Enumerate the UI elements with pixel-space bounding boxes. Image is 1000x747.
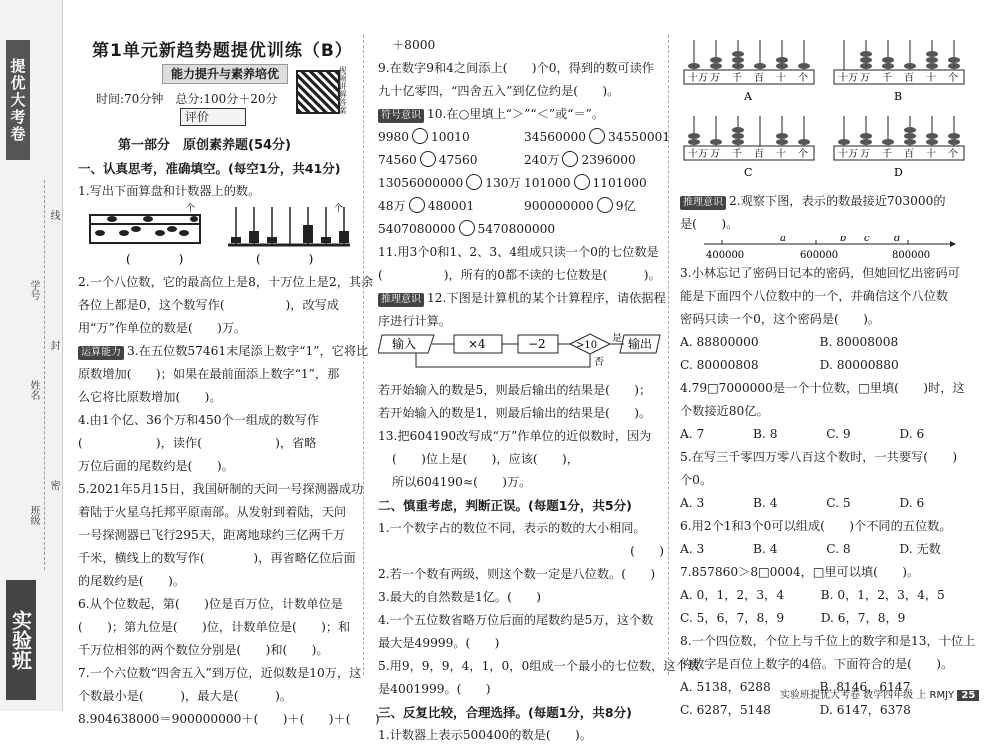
question-2: 2.一个八位数，它的最高位上是8，十万位上是2，其余 (78, 275, 374, 289)
rating-label: 评价 (185, 110, 210, 124)
abacus-option-label: D (894, 166, 903, 179)
question-5-line: 千米，横线上的数写作( )，再省略亿位后面 (78, 551, 356, 565)
side-label-line: 线 (48, 210, 59, 220)
abacus-place: 万 (860, 73, 870, 84)
choice-2-line: 是( )。 (680, 217, 739, 231)
question-5-line: 的尾数约是( )。 (78, 574, 186, 588)
question-1: 1.写出下面算盘和计数器上的数。 (78, 184, 261, 198)
abacus-place: 十 (926, 149, 936, 160)
question-4-line: 万位后面的尾数约是( )。 (78, 459, 234, 473)
q8-continuation: ＋8000 (392, 38, 436, 52)
compare-left: 900000000 (524, 199, 594, 213)
compare-right: 2396000 (581, 153, 636, 167)
question-2-line: 用“万”作单位的数是( )万。 (78, 321, 247, 335)
abacus-place: 百 (754, 149, 764, 160)
compare-circle[interactable] (562, 151, 578, 167)
flow-input: 输入 (392, 337, 417, 351)
page-number: 25 (957, 690, 979, 701)
question-9: 9.在数字9和4之间添上( )个0，得到的数可读作 (378, 61, 654, 75)
question-3-text: 3.在五位数57461末尾添上数字“1”，它将比 (127, 344, 369, 358)
compare-right: 480001 (427, 199, 475, 213)
flowchart-space (378, 333, 664, 379)
question-12-line: 序进行计算。 (378, 314, 452, 328)
question-5-line: 着陆于火星乌托邦平原南部。从发射到着陆，天问 (78, 505, 347, 519)
abacus-place: 千 (732, 149, 742, 160)
question-10-text: 10.在○里填上“＞”“＜”或“＝”。 (427, 107, 605, 121)
nl-tick-1: 400000 (706, 250, 745, 261)
choice-line: A. 7 B. 8 C. 9 D. 6 (680, 427, 925, 441)
abacus-place: 万 (710, 149, 720, 160)
compare-circle[interactable] (409, 197, 425, 213)
question-12-b: 若开始输入的数是1，则最后输出的结果是( )。 (378, 406, 652, 420)
choice-line: A. 3 B. 4 C. 8 D. 无数 (680, 542, 941, 556)
compare-right: 34550001 (608, 130, 671, 144)
compare-right: 5470800000 (477, 222, 556, 236)
section-judge: 二、慎重考虑，判断正误。(每题1分，共5分) (378, 498, 632, 513)
seal-line (44, 180, 45, 570)
abacus-choices (680, 38, 970, 190)
abacus-place: 千 (882, 149, 892, 160)
brand-bottom: 实验班 (6, 580, 36, 700)
qr-caption: 视频讲解答案 (338, 66, 347, 114)
time-score: 时间:70分钟 总分:100分＋20分 (96, 92, 278, 106)
question-7: 7.一个六位数“四舍五入”到万位，近似数是10万，这 (78, 666, 362, 680)
nl-tick-2: 600000 (800, 250, 839, 261)
compare-left: 9980 (378, 130, 410, 144)
abacus-place: 个 (798, 73, 808, 84)
choice-line: A. 5138，6288 B. 8146，6147 (680, 680, 911, 694)
question-8: 8.904638000＝900000000＋( )＋( )＋( ) (78, 712, 380, 726)
flow-op1: ×4 (468, 337, 486, 351)
compare-circle[interactable] (466, 174, 482, 190)
choice-line: 7.857860＞8□0004，□里可以填( )。 (680, 565, 920, 579)
numberline-space (680, 236, 970, 262)
compare-left: 5407080000 (378, 222, 456, 236)
rating-box (180, 108, 246, 126)
choice-2 (680, 190, 970, 213)
abacus-place: 个 (798, 149, 808, 160)
question-12 (378, 287, 664, 310)
abacus-place: 万 (710, 73, 720, 84)
choice-line: 个0。 (680, 473, 713, 487)
flow-output: 输出 (628, 337, 653, 351)
question-6: 6.从个位数起，第( )位是百万位，计数单位是 (78, 597, 343, 611)
question-9-line: 九十亿零四，“四舍五入”到亿位约是( )。 (378, 84, 620, 98)
compare-circle[interactable] (597, 197, 613, 213)
svg-text:个: 个 (334, 204, 344, 214)
flow-cond: >10 (576, 340, 598, 351)
abacus-place: 十万 (688, 149, 708, 160)
compare-right: 130万 (485, 176, 521, 190)
compare-circle[interactable] (574, 174, 590, 190)
svg-text:个: 个 (186, 204, 196, 214)
abacus-place: 万 (860, 149, 870, 160)
nl-point-a: a (780, 236, 786, 244)
abacus-place: 十万 (688, 73, 708, 84)
number-line (680, 236, 970, 262)
badge-symbol: 符号意识 (378, 109, 424, 123)
compare-row (378, 126, 671, 149)
choice-line: A. 3 B. 4 C. 5 D. 6 (680, 496, 925, 510)
compare-circle[interactable] (420, 151, 436, 167)
abacus-choice-images (680, 38, 970, 190)
choice-line: 个数接近80亿。 (680, 404, 769, 418)
compare-left: 74560 (378, 153, 417, 167)
compare-circle[interactable] (412, 128, 428, 144)
choice-line: 6.用2个1和3个0可以组成( )个不同的五位数。 (680, 519, 952, 533)
question-6-line: ( )；第九位是( )位，计数单位是( )；和 (78, 620, 351, 634)
flowchart (378, 333, 664, 379)
section-heading: 一、认真思考，准确填空。(每空1分，共41分) (78, 161, 341, 176)
question-4-line: ( )，读作( )，省略 (78, 436, 317, 450)
judge-5: 5.用9，9，9，4，1，0，0组成一个最小的七位数，这个数 (378, 659, 700, 673)
badge-computation: 运算能力 (78, 346, 124, 360)
svg-text:( ): ( ) (126, 252, 184, 266)
question-3-line: 原数增加( )；如果在最前面添上数字“1”，那 (78, 367, 340, 381)
question-3 (78, 340, 369, 363)
question-4: 4.由1个亿、36个万和450个一组成的数写作 (78, 413, 319, 427)
question-13-line: 所以604190≈( )万。 (392, 475, 532, 489)
binding-margin (0, 0, 63, 711)
side-label-seal: 封 (48, 340, 59, 350)
question-11: 11.用3个0和1、2、3、4组成只读一个0的七位数是 (378, 245, 659, 259)
choice-line: 5.在写三千零四万零八百这个数时，一共要写( ) (680, 450, 958, 464)
compare-left: 101000 (524, 176, 571, 190)
page-title: 第1单元新趋势题提优训练（B） (92, 41, 353, 61)
question-13-line: ( )位上是( )，应该( )， (392, 452, 579, 466)
badge-reasoning: 推理意识 (680, 196, 726, 210)
choice-line: 密码只读一个0，这个密码是( )。 (680, 312, 881, 326)
choice-1: 1.计数器上表示500400的数是( )。 (378, 728, 592, 742)
side-label-name: 姓名 (28, 380, 39, 400)
compare-right: 47560 (438, 153, 478, 167)
abacus-place: 十 (776, 149, 786, 160)
abacus-option-label: A (744, 90, 752, 103)
choice-line: A. 0，1，2，3，4 B. 0，1，2，3，4，5 (680, 588, 945, 602)
abacus-option (834, 116, 964, 179)
choice-line: C. 80000808 D. 80000880 (680, 358, 899, 372)
abacus-place: 百 (904, 149, 914, 160)
part-heading: 第一部分 原创素养题(54分) (118, 138, 291, 153)
abacus-row (78, 203, 360, 271)
question-7-line: 个数最小是( )，最大是( )。 (78, 689, 293, 703)
abacus-option (684, 40, 814, 103)
flow-yes: 是 (612, 333, 622, 344)
side-label-number: 学号 (28, 280, 39, 300)
abacus-option (684, 116, 814, 179)
choice-line: 4.79□7000000是一个十位数，□里填( )时，这 (680, 381, 965, 395)
judge-4: 4.一个五位数省略万位后面的尾数约是5万，这个数 (378, 613, 654, 627)
abacus-place: 个 (948, 149, 958, 160)
judge-1-blank: ( ) (630, 544, 664, 558)
subtitle-bar: 能力提升与素养培优 (162, 64, 288, 84)
flow-op2: −2 (528, 337, 546, 351)
abacus-place: 十 (776, 73, 786, 84)
nl-point-c: c (864, 236, 870, 244)
brand-label: 提优大考卷 (6, 40, 30, 160)
abacus-place: 个 (948, 73, 958, 84)
footer (780, 686, 979, 701)
choice-line: 的数字是百位上数字的4倍。下面符合的是( )。 (680, 657, 954, 671)
column-1 (78, 134, 380, 731)
nl-point-d: d (894, 236, 901, 244)
choice-line: 3.小林忘记了密码日记本的密码，但她回忆出密码可 (680, 266, 960, 280)
footer-text: 实验班提优大考卷 数学四年级 上 RMJY (780, 690, 955, 701)
abacus-option-label: C (744, 166, 753, 179)
question-5-line: 一号探测器已飞行295天，距离地球约三亿两千万 (78, 528, 346, 542)
abacus-place: 千 (882, 73, 892, 84)
judge-2: 2.若一个数有两级，则这个数一定是八位数。( ) (378, 567, 656, 581)
abacus-place: 百 (754, 73, 764, 84)
choice-line: 8.一个四位数，个位上与千位上的数字和是13，十位上 (680, 634, 976, 648)
side-label-class: 班级 (28, 505, 39, 525)
column-3 (680, 38, 976, 722)
question-10 (378, 103, 664, 126)
judge-5-line: 是4001999。( ) (378, 682, 491, 696)
compare-left: 13056000000 (378, 176, 464, 190)
question-6-line: 千万位相邻的两个数位分别是( )和( )。 (78, 643, 329, 657)
compare-circle[interactable] (589, 128, 605, 144)
abacus-option (834, 40, 964, 103)
compare-row (378, 172, 664, 195)
compare-right: 10010 (431, 130, 470, 144)
judge-3: 3.最大的自然数是1亿。( ) (378, 590, 541, 604)
abacus-images (78, 203, 360, 271)
abacus-option-label: B (894, 90, 903, 103)
choice-line: C. 5，6，7，8，9 D. 6，7，8，9 (680, 611, 906, 625)
compare-circle[interactable] (459, 220, 475, 236)
abacus-place: 千 (732, 73, 742, 84)
nl-point-b: b (840, 236, 847, 244)
compare-left: 34560000 (524, 130, 587, 144)
compare-left: 48万 (378, 199, 406, 213)
abacus-place: 十万 (838, 73, 858, 84)
choice-line: C. 6287，5148 D. 6147，6378 (680, 703, 911, 717)
question-2-line: 各位上都是0，这个数写作( )，改写成 (78, 298, 340, 312)
compare-left: 240万 (524, 153, 560, 167)
nl-tick-3: 800000 (892, 250, 931, 261)
badge-reasoning: 推理意识 (378, 293, 424, 307)
choice-line: 能是下面四个八位数中的一个，并确信这个八位数 (680, 289, 949, 303)
choice-questions (680, 262, 976, 722)
compare-right: 1101000 (592, 176, 647, 190)
compare-right: 9亿 (615, 199, 636, 213)
question-3-line: 么它将比原数增加( )。 (78, 390, 222, 404)
abacus-place: 十 (926, 73, 936, 84)
question-12-text: 12.下图是计算机的某个计算程序，请依据程 (427, 291, 666, 305)
judge-1: 1.一个数字占的数位不同，表示的数的大小相同。 (378, 521, 646, 535)
compare-grid (378, 126, 671, 241)
question-5: 5.2021年5月15日，我国研制的天问一号探测器成功 (78, 482, 364, 496)
question-12-a: 若开始输入的数是5，则最后输出的结果是( )； (378, 383, 652, 397)
choice-2-text: 2.观察下图，表示的数最接近703000的 (729, 194, 946, 208)
question-11-line: ( )，所有的0都不读的七位数是( )。 (378, 268, 661, 282)
abacus-place: 百 (904, 73, 914, 84)
question-13: 13.把604190改写成“万”作单位的近似数时，因为 (378, 429, 652, 443)
section-choice: 三、反复比较，合理选择。(每题1分，共8分) (378, 705, 632, 720)
side-label-secret: 密 (48, 480, 59, 490)
compare-row (378, 195, 664, 218)
compare-row (378, 218, 664, 241)
compare-row (378, 149, 664, 172)
judge-4-line: 最大是49999。( ) (378, 636, 500, 650)
abacus-place: 十万 (838, 149, 858, 160)
svg-text:( ): ( ) (256, 252, 314, 266)
flow-no: 否 (594, 357, 604, 368)
choice-line: A. 88800000 B. 80008008 (680, 335, 899, 349)
qr-code[interactable] (296, 70, 340, 114)
